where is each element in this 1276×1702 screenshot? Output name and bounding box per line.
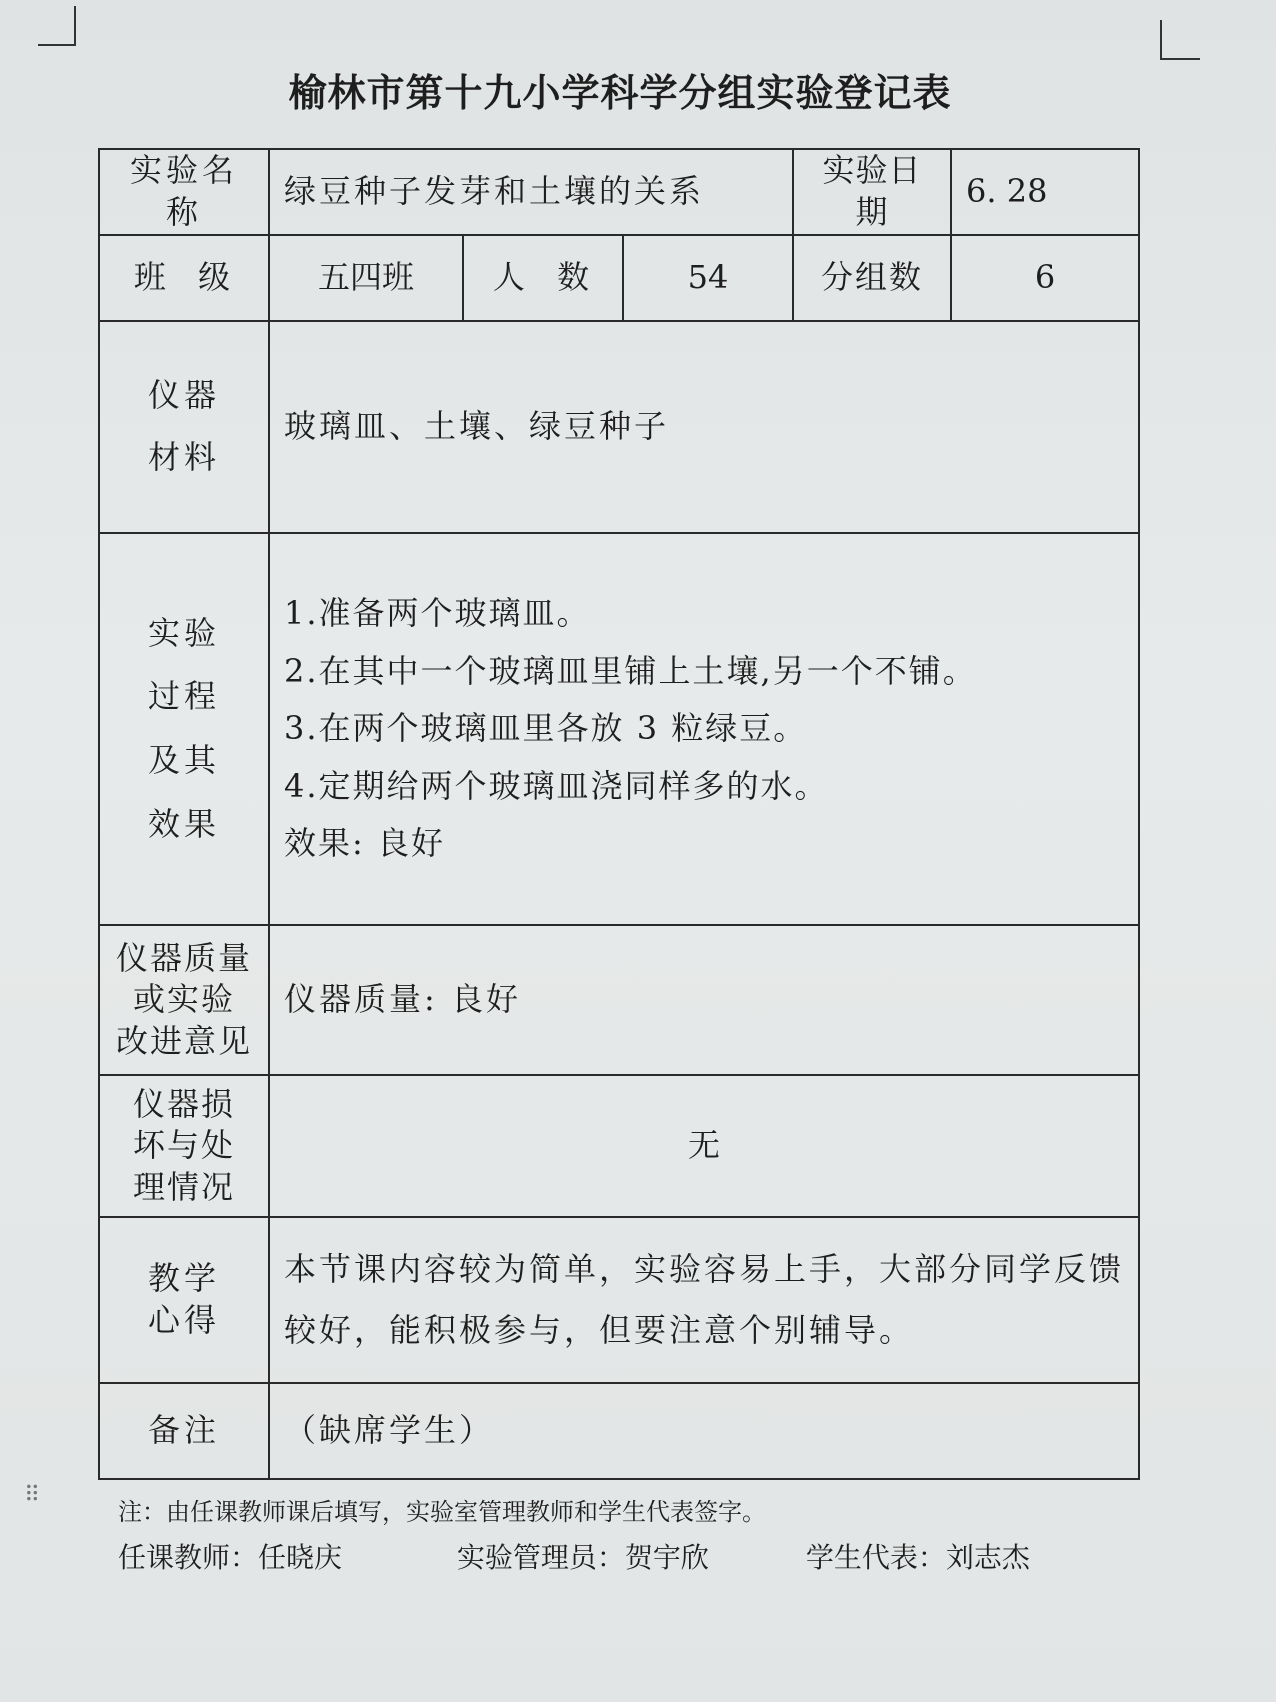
process-label-line2: 过程 <box>147 677 220 716</box>
damage-label-line1: 仪器损 <box>132 1084 235 1123</box>
row-remarks <box>99 1383 1139 1479</box>
damage-value: 无 <box>269 1075 1139 1217</box>
materials-value: 玻璃皿、土壤、绿豆种子 <box>269 321 1139 533</box>
process-step: 4.定期给两个玻璃皿浇同样多的水。 <box>284 766 829 805</box>
process-label-line1: 实验 <box>147 613 220 652</box>
process-step: 2.在其中一个玻璃皿里铺上土壤,另一个不铺。 <box>284 651 977 690</box>
process-steps <box>269 533 1139 925</box>
count-value: 54 <box>623 235 793 321</box>
reflection-label-line1: 教学 <box>147 1259 220 1298</box>
remarks-value: （缺席学生） <box>269 1383 1139 1479</box>
quality-label-line2: 或实验 <box>132 980 235 1019</box>
process-step: 1.准备两个玻璃皿。 <box>284 594 591 633</box>
row-materials <box>99 321 1139 533</box>
class-label: 班 级 <box>99 235 269 321</box>
remarks-label: 备注 <box>99 1383 269 1479</box>
materials-label <box>99 321 269 533</box>
materials-label-line1: 仪器 <box>147 376 220 415</box>
signatures <box>118 1536 1118 1576</box>
reflection-value: 本节课内容较为简单，实验容易上手，大部分同学反馈较好，能积极参与，但要注意个别辅导。 <box>269 1217 1139 1383</box>
corner-mark-top-left <box>38 6 76 46</box>
class-value: 五四班 <box>269 235 463 321</box>
corner-mark-top-right <box>1160 20 1200 60</box>
damage-label-line2: 坏与处 <box>132 1126 235 1165</box>
quality-value: 仪器质量: 良好 <box>269 925 1139 1075</box>
experiment-date-label: 实验日期 <box>793 149 951 235</box>
row-experiment-name <box>99 149 1139 235</box>
groups-label: 分组数 <box>793 235 951 321</box>
admin-signature: 实验管理员：贺宇欣 <box>456 1541 709 1574</box>
quality-label-line3: 改进意见 <box>115 1021 252 1060</box>
quality-label <box>99 925 269 1075</box>
reflection-label-line2: 心得 <box>147 1301 220 1339</box>
footer-note: 注：由任课教师课后填写，实验室管理教师和学生代表签字。 <box>118 1498 766 1526</box>
row-process <box>99 533 1139 925</box>
process-step: 3.在两个玻璃皿里各放 3 粒绿豆。 <box>284 709 808 748</box>
page-title: 榆林市第十九小学科学分组实验登记表 <box>288 71 952 115</box>
row-class-info <box>99 235 1139 321</box>
experiment-name-label: 实验名称 <box>99 149 269 235</box>
row-reflection <box>99 1217 1139 1383</box>
quality-label-line1: 仪器质量 <box>115 938 252 977</box>
process-label <box>99 533 269 925</box>
experiment-date-value: 6. 28 <box>951 149 1139 235</box>
row-quality <box>99 925 1139 1075</box>
count-label: 人 数 <box>463 235 623 321</box>
reflection-label <box>99 1217 269 1383</box>
materials-label-line2: 材料 <box>147 438 220 476</box>
process-label-line3: 及其 <box>147 741 220 779</box>
drag-handle-icon: ⠿ <box>24 1483 43 1508</box>
experiment-name-value: 绿豆种子发芽和土壤的关系 <box>269 149 793 235</box>
student-signature: 学生代表：刘志杰 <box>805 1541 1030 1574</box>
damage-label <box>99 1075 269 1217</box>
process-effect: 效果: 良好 <box>284 824 445 863</box>
registration-table <box>98 148 1140 1480</box>
damage-label-line3: 理情况 <box>132 1167 235 1206</box>
row-damage <box>99 1075 1139 1217</box>
teacher-signature: 任课教师：任晓庆 <box>118 1541 343 1574</box>
process-label-line4: 效果 <box>147 804 220 843</box>
groups-value: 6 <box>951 235 1139 321</box>
